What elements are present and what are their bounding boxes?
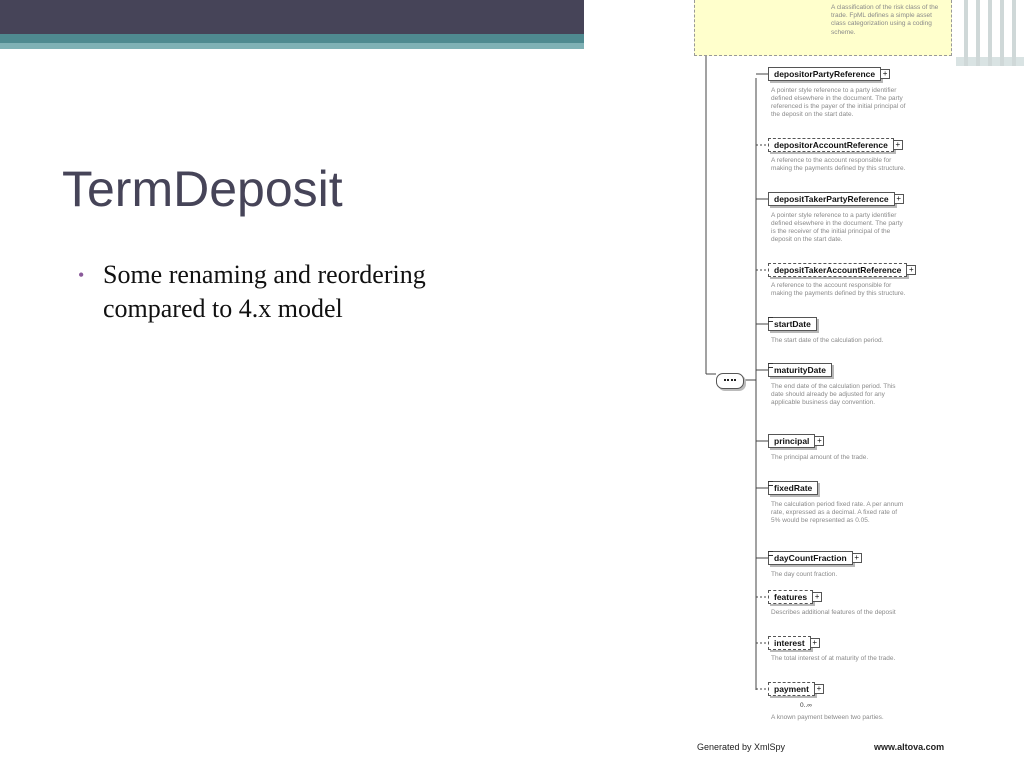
bullet-dot-icon: • (78, 265, 85, 285)
cardinality-label: 0..∞ (800, 702, 812, 709)
bullet-item: • Some renaming and reordering compared to 4.x model (78, 260, 426, 323)
element-depositTakerAccountReference: depositTakerAccountReference + (768, 263, 907, 277)
element-depositTakerPartyReference: depositTakerPartyReference + (768, 192, 895, 206)
element-description: The principal amount of the trade. (771, 454, 869, 461)
expand-icon[interactable]: + (814, 436, 824, 446)
element-depositorAccountReference: depositorAccountReference + (768, 138, 894, 152)
element-payment: payment + (768, 682, 815, 696)
simple-type-icon (768, 481, 773, 486)
simple-type-icon (768, 551, 773, 556)
annotation-text: A classification of the risk class of the trade. FpML defines a simple asset class categorization using a coding scheme. (831, 4, 939, 36)
expand-icon[interactable]: + (852, 553, 862, 563)
element-dayCountFraction: dayCountFraction + (768, 551, 853, 565)
element-features: features + (768, 590, 813, 604)
element-depositorPartyReference: depositorPartyReference + (768, 67, 881, 81)
expand-icon[interactable]: + (812, 592, 822, 602)
element-description: A reference to the account responsible for making the payments defined by this structure. (771, 282, 906, 297)
slide-title: TermDeposit (62, 161, 343, 217)
element-description: Describes additional features of the deposit (771, 609, 896, 616)
element-principal: principal + (768, 434, 815, 448)
expand-icon[interactable]: + (893, 140, 903, 150)
element-description: The day count fraction. (771, 571, 838, 578)
element-interest: interest + (768, 636, 811, 650)
expand-icon[interactable]: + (894, 194, 904, 204)
element-maturityDate: maturityDate (768, 363, 832, 377)
simple-type-icon (768, 363, 773, 368)
element-description: The total interest of at maturity of the trade. (771, 655, 896, 662)
element-description: A pointer style reference to a party identifier defined elsewhere in the document. The party referenced is the payer of the initial principal of the deposit on the start date. (771, 87, 906, 118)
element-fixedRate: fixedRate (768, 481, 818, 495)
element-description: The start date of the calculation period. (771, 337, 884, 344)
element-startDate: startDate (768, 317, 817, 331)
element-description: A known payment between two parties. (771, 714, 884, 721)
element-description: A reference to the account responsible for making the payments defined by this structure. (771, 157, 906, 172)
expand-icon[interactable]: + (906, 265, 916, 275)
sequence-compositor (716, 373, 744, 389)
element-description: A pointer style reference to a party identifier defined elsewhere in the document. The party is the receiver of the initial principal of the deposit on the start date. (771, 212, 903, 243)
expand-icon[interactable]: + (810, 638, 820, 648)
element-description: The end date of the calculation period. This date should already be adjusted for any applicable business day convention. (771, 383, 896, 406)
vendor-url: www.altova.com (874, 742, 945, 752)
generator-credit: Generated by XmlSpy (697, 742, 786, 752)
expand-icon[interactable]: + (880, 69, 890, 79)
expand-icon[interactable]: + (814, 684, 824, 694)
element-description: The calculation period fixed rate. A per annum rate, expressed as a decimal. A fixed rate of 5% would be represented as 0.05. (771, 501, 904, 524)
simple-type-icon (768, 317, 773, 322)
